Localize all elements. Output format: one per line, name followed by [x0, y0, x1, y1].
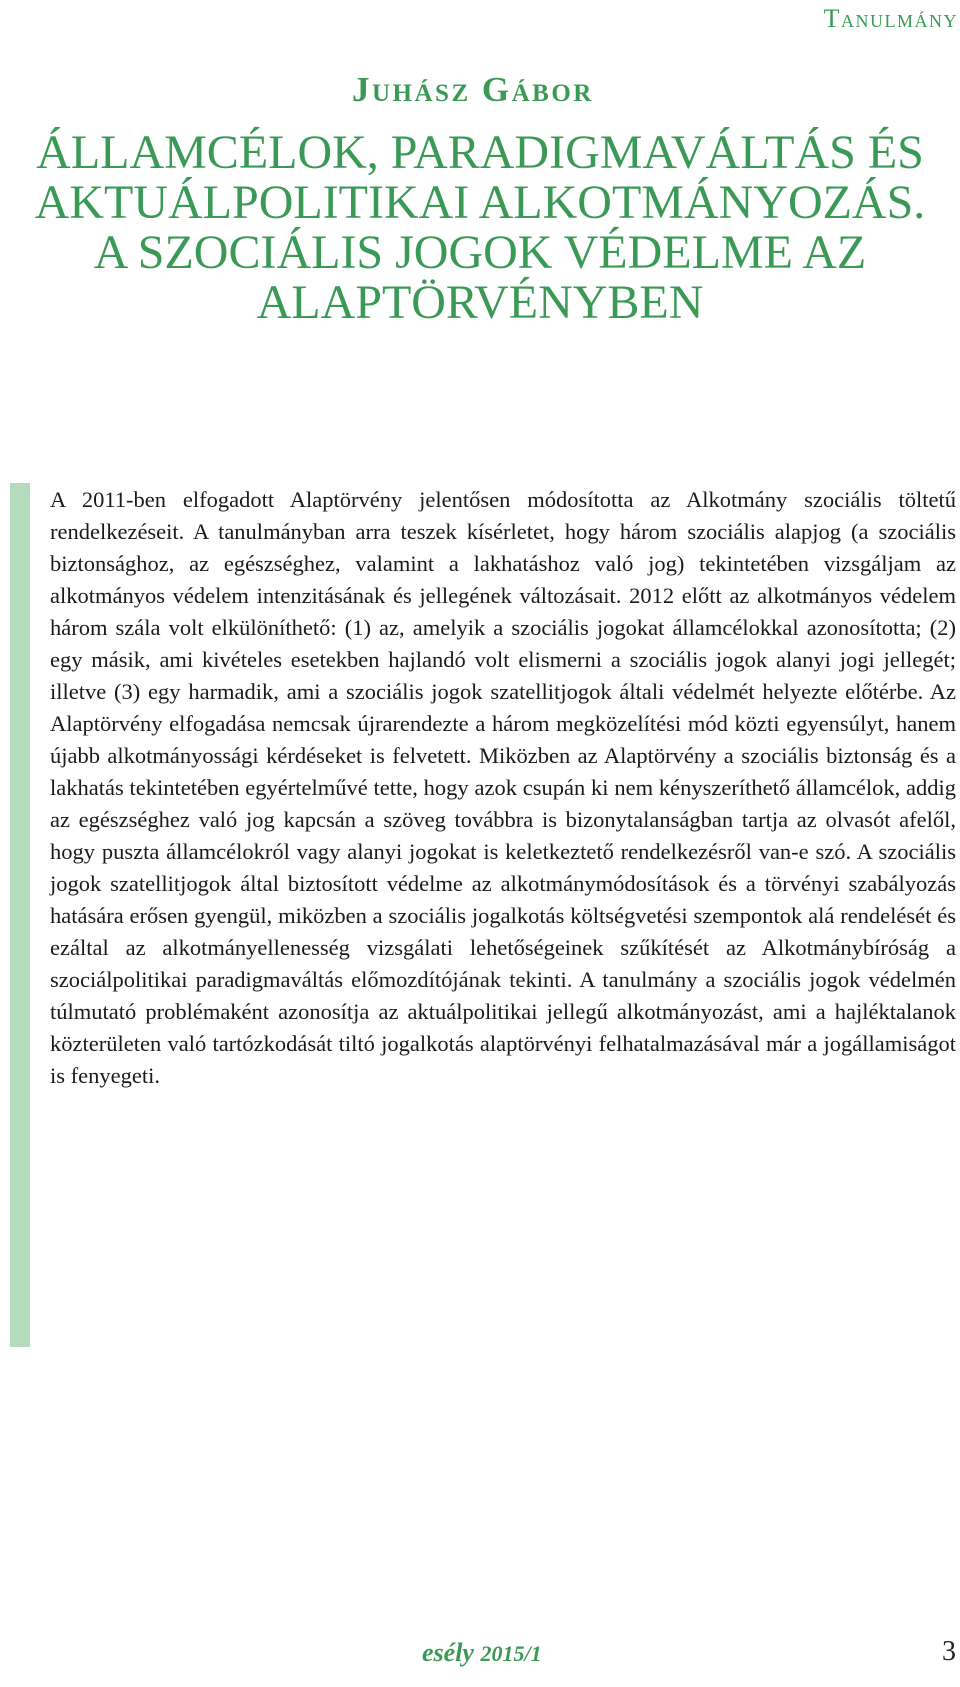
title-line: ALAPTÖRVÉNYBEN [256, 276, 704, 329]
title-line: A SZOCIÁLIS JOGOK VÉDELME AZ [93, 226, 867, 279]
abstract-accent-bar [10, 483, 30, 1347]
page-number: 3 [942, 1636, 956, 1667]
journal-footer [422, 1638, 542, 1668]
abstract-text: A 2011-ben elfogadott Alaptörvény jelentősen módosította az Alkotmány szociális töltetű rendelkezéseit. A tanulmányban arra teszek kísérletet, hogy három szociális alapjog (a szociális biztonsághoz, az egészséghez, valamint a lakhatáshoz való jog) tekintetében vizsgáljam az alkotmányos védelem intenzitásának és jellegének változásait. 2012 előtt az alkotmányos védelem három szála volt elkülöníthető: (1) az, amelyik a szociális jogokat államcélokkal azonosította; (2) egy másik, ami kivételes esetekben hajlandó volt elismerni a szociális jogok alanyi jogi jellegét; illetve (3) egy harmadik, ami a szociális jogok szatellitjogok általi védelmét helyezte előtérbe. Az Alaptörvény elfogadása nemcsak újrarendezte a három megközelítési mód közti egyensúlyt, hanem újabb alkotmányossági kérdéseket is felvetett. Miközben az Alaptörvény a szociális biztonság és a lakhatás tekintetében egyértelművé tette, hogy azok csupán ki nem kényszeríthető államcélok, addig az egészséghez való jog kapcsán a szöveg továbbra is bizonytalanságban tartja az olvasót afelől, hogy puszta államcélokról vagy alanyi jogokat is keletkeztető rendelkezésről van-e szó. A szociális jogok szatellitjogok által biztosított védelme az alkotmánymódosítások és a törvényi szabályozás hatására erősen gyengül, miközben a szociális jogalkotás költségvetési szempontok alá rendelését és ezáltal az alkotmányellenesség vizsgálati lehetőségeinek szűkítését az Alkotmánybíróság a szociálpolitikai paradigmaváltás előmozdítójának tekinti. A tanulmány a szociális jogok védelmén túlmutató problémaként azonosítja az aktuálpolitikai jellegű alkotmányozást, ami a hajléktalanok közterületen való tartózkodását tiltó jogalkotás alaptörvényi felhatalmazásával már a jogállamiságot is fenyegeti. [50, 487, 956, 1088]
title-line: ÁLLAMCÉLOK, PARADIGMAVÁLTÁS ÉS [36, 126, 924, 179]
author-name: Juhász Gábor [352, 70, 594, 109]
title-line: AKTUÁLPOLITIKAI ALKOTMÁNYOZÁS. [34, 176, 926, 229]
article-title [0, 128, 960, 328]
journal-name: esély [422, 1638, 474, 1667]
section-label: Tanulmány [823, 4, 958, 33]
journal-issue: 2015/1 [480, 1641, 542, 1666]
